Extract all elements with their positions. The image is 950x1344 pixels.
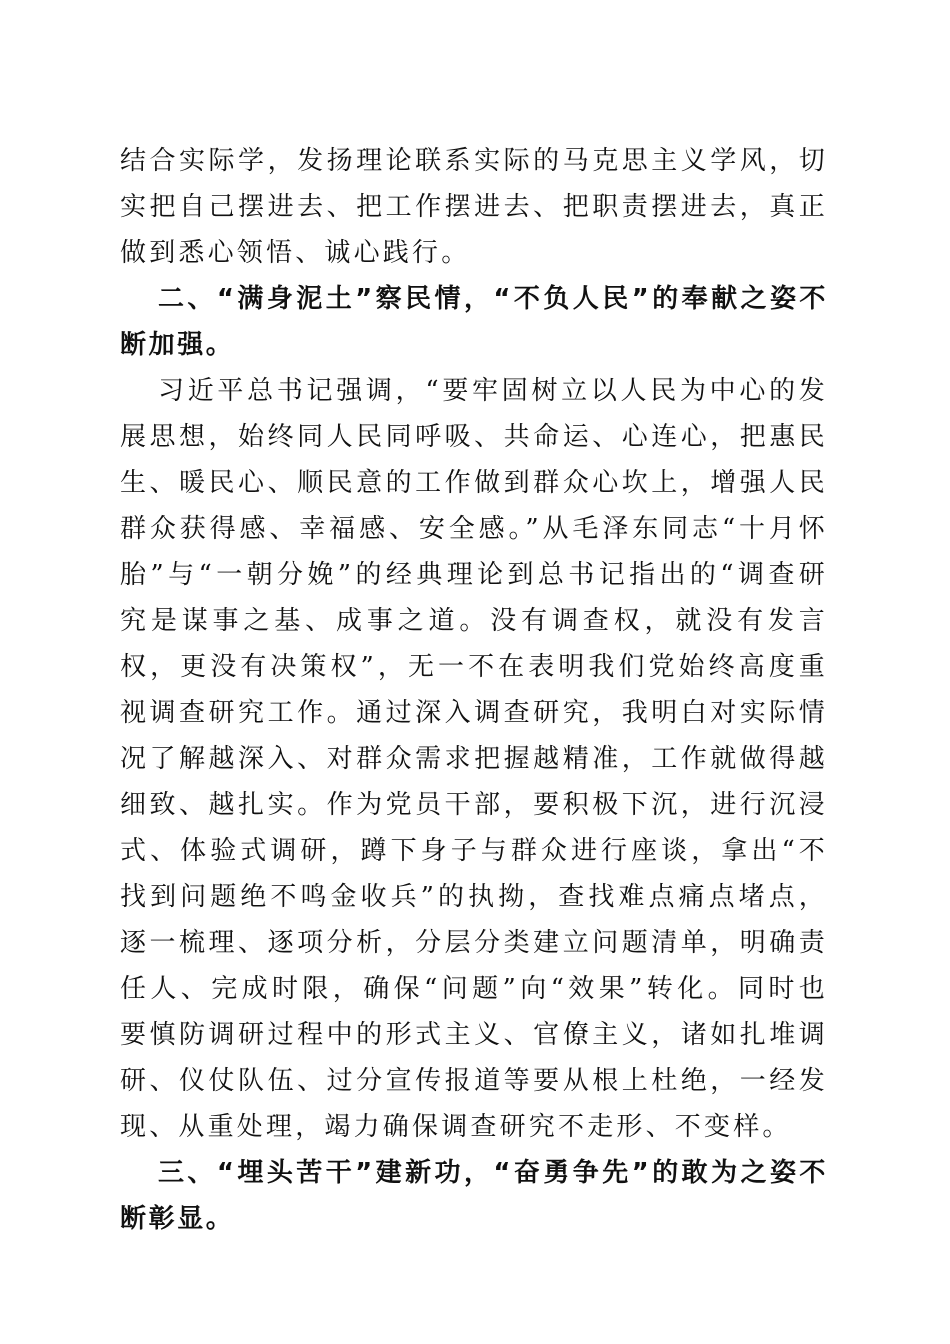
section-heading-2: 二、“满身泥土”察民情，“不负人民”的奉献之姿不断加强。 bbox=[120, 284, 828, 360]
document-body bbox=[120, 138, 828, 1242]
section-heading-3: 三、“埋头苦干”建新功，“奋勇争先”的敢为之姿不断彰显。 bbox=[120, 1158, 828, 1234]
paragraph-continuation: 结合实际学，发扬理论联系实际的马克思主义学风，切实把自己摆进去、把工作摆进去、把职责摆进去，真正做到悉心领悟、诚心践行。 bbox=[120, 146, 828, 268]
paragraph-section-2: 习近平总书记强调，“要牢固树立以人民为中心的发展思想，始终同人民同呼吸、共命运、心连心，把惠民生、暖民心、顺民意的工作做到群众心坎上，增强人民群众获得感、幸福感、安全感。”从毛泽东同志“十月怀胎”与“一朝分娩”的经典理论到总书记指出的“调查研究是谋事之基、成事之道。没有调查权，就没有发言权，更没有决策权”，无一不在表明我们党始终高度重视调查研究工作。通过深入调查研究，我明白对实际情况了解越深入、对群众需求把握越精准，工作就做得越细致、越扎实。作为党员干部，要积极下沉，进行沉浸式、体验式调研，蹲下身子与群众进行座谈，拿出“不找到问题绝不鸣金收兵”的执拗，查找难点痛点堵点，逐一梳理、逐项分析，分层分类建立问题清单，明确责任人、完成时限，确保“问题”向“效果”转化。同时也要慎防调研过程中的形式主义、官僚主义，诸如扎堆调研、仪仗队伍、过分宣传报道等要从根上杜绝，一经发现、从重处理，竭力确保调查研究不走形、不变样。 bbox=[120, 376, 828, 1142]
